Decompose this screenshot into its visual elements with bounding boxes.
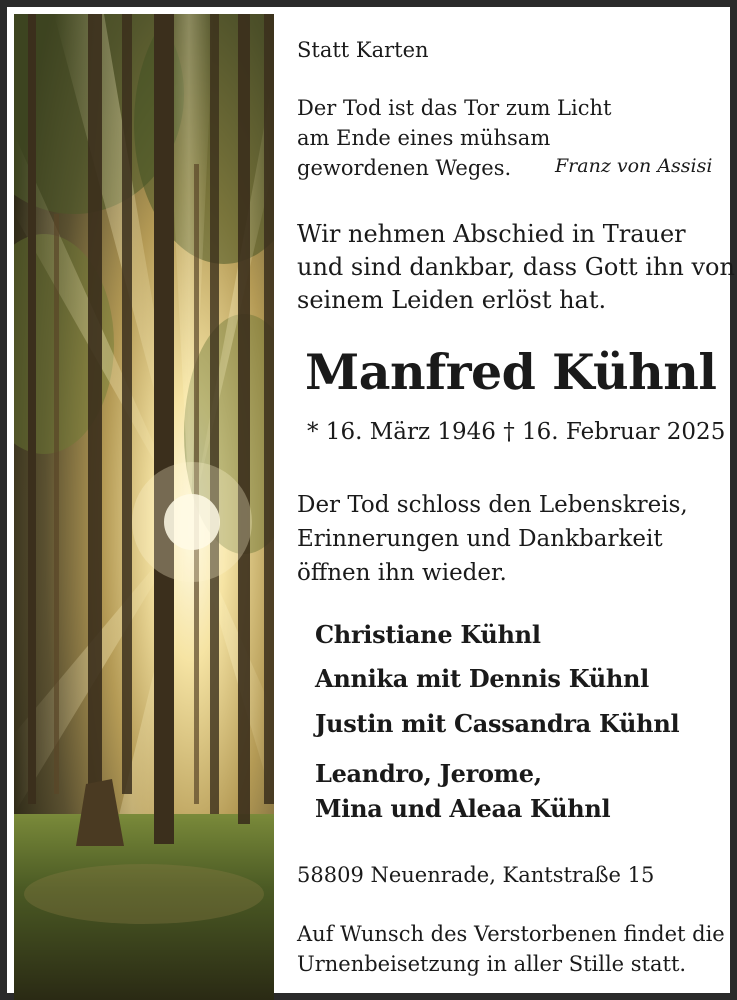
poem-line: öffnen ihn wieder. [297,560,507,586]
quote-line: gewordenen Weges. [297,156,512,180]
farewell-line: und sind dankbar, dass Gott ihn von [297,253,735,281]
quote-line: am Ende eines mühsam [297,126,551,150]
farewell-line: seinem Leiden erlöst hat. [297,286,607,314]
life-dates: * 16. März 1946 † 16. Februar 2025 [307,419,726,445]
mourner-name: Annika mit Dennis Kühnl [315,664,649,693]
mourner-name: Leandro, Jerome, [315,759,542,788]
address: 58809 Neuenrade, Kantstraße 15 [297,863,655,887]
deceased-name: Manfred Kühnl [305,343,717,401]
farewell-line: Wir nehmen Abschied in Trauer [297,220,686,248]
poem-line: Erinnerungen und Dankbarkeit [297,526,663,552]
forest-sunlight-image [14,14,274,1000]
closing-line: Urnenbeisetzung in aller Stille statt. [297,952,687,976]
closing-line: Auf Wunsch des Verstorbenen findet die [297,922,725,946]
quote-author: Franz von Assisi [555,155,713,177]
quote-line: Der Tod ist das Tor zum Licht [297,96,612,120]
mourner-name: Christiane Kühnl [315,620,541,649]
statt-karten: Statt Karten [297,38,429,62]
poem-line: Der Tod schloss den Lebenskreis, [297,492,688,518]
mourner-name: Mina und Aleaa Kühnl [315,794,611,823]
mourner-name: Justin mit Cassandra Kühnl [315,709,680,738]
